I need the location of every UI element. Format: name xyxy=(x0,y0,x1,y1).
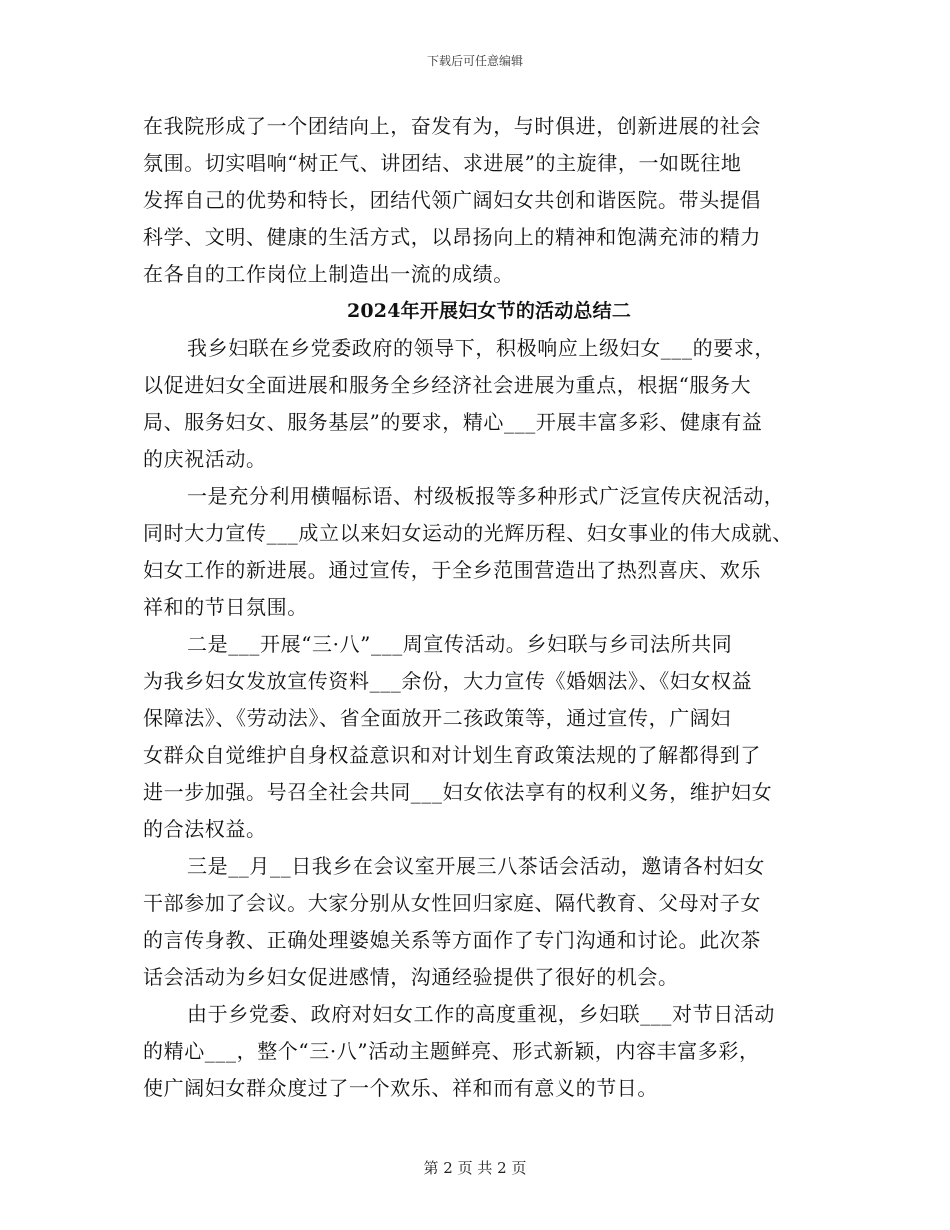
text-line: 的庆祝活动。 xyxy=(143,447,267,471)
text-line: 的言传身教、正确处理婆媳关系等方面作了专门沟通和讨论。此次茶 xyxy=(143,928,761,952)
text-line: 由于乡党委、政府对妇女工作的高度重视，乡妇联___对节日活动 xyxy=(187,1002,775,1026)
text-line: 三是__月__日我乡在会议室开展三八茶话会活动，邀请各村妇女 xyxy=(187,854,765,878)
text-line: 我乡妇联在乡党委政府的领导下，积极响应上级妇女___的要求， xyxy=(187,336,775,360)
text-line: 女群众自觉维护自身权益意识和对计划生育政策法规的了解都得到了 xyxy=(143,743,761,767)
text-line: 进一步加强。号召全社会共同___妇女依法享有的权利义务，维护妇女 xyxy=(143,780,773,804)
text-line: 二是___开展“三·八”___周宣传活动。乡妇联与乡司法所共同 xyxy=(187,632,733,656)
text-line: 以促进妇女全面进展和服务全乡经济社会进展为重点，根据“服务大 xyxy=(143,373,752,397)
text-line: 话会活动为乡妇女促进感情，沟通经验提供了很好的机会。 xyxy=(143,965,679,989)
section-title: 2024年开展妇女节的活动总结二 xyxy=(346,300,632,322)
text-line: 的合法权益。 xyxy=(143,817,267,841)
text-line: 的精心___，整个“三·八”活动主题鲜亮、形式新颖，内容丰富多彩， xyxy=(143,1039,760,1063)
page-header: 下载后可任意编辑 xyxy=(426,54,523,68)
page-footer: 第 2 页 共 2 页 xyxy=(423,1159,527,1177)
text-line: 使广阔妇女群众度过了一个欢乐、祥和而有意义的节日。 xyxy=(143,1076,658,1100)
text-line: 保障法》、《劳动法》、省全面放开二孩政策等，通过宣传，广阔妇 xyxy=(143,706,731,730)
text-line: 同时大力宣传___成立以来妇女运动的光辉历程、妇女事业的伟大成就、 xyxy=(143,521,793,545)
text-line: 一是充分利用横幅标语、村级板报等多种形式广泛宣传庆祝活动， xyxy=(187,484,785,508)
text-line: 氛围。切实唱响“树正气、讲团结、求进展”的主旋律，一如既往地 xyxy=(143,151,742,175)
text-line: 为我乡妇女发放宣传资料___余份，大力宣传《婚姻法》、《妇女权益 xyxy=(143,669,753,693)
text-line: 发挥自己的优势和特长，团结代领广阔妇女共创和谐医院。带头提倡 xyxy=(143,188,761,212)
text-line: 在我院形成了一个团结向上，奋发有为，与时俱进，创新进展的社会 xyxy=(143,114,761,138)
text-line: 在各自的工作岗位上制造出一流的成绩。 xyxy=(143,262,514,286)
text-line: 妇女工作的新进展。通过宣传，于全乡范围营造出了热烈喜庆、欢乐 xyxy=(143,558,761,582)
text-line: 祥和的节日氛围。 xyxy=(143,595,308,619)
text-line: 局、服务妇女、服务基层”的要求，精心___开展丰富多彩、健康有益 xyxy=(143,410,763,434)
text-line: 科学、文明、健康的生活方式，以昂扬向上的精神和饱满充沛的精力 xyxy=(143,225,761,249)
document-body xyxy=(143,108,815,1107)
text-line: 干部参加了会议。大家分别从女性回归家庭、隔代教育、父母对子女 xyxy=(143,891,761,915)
